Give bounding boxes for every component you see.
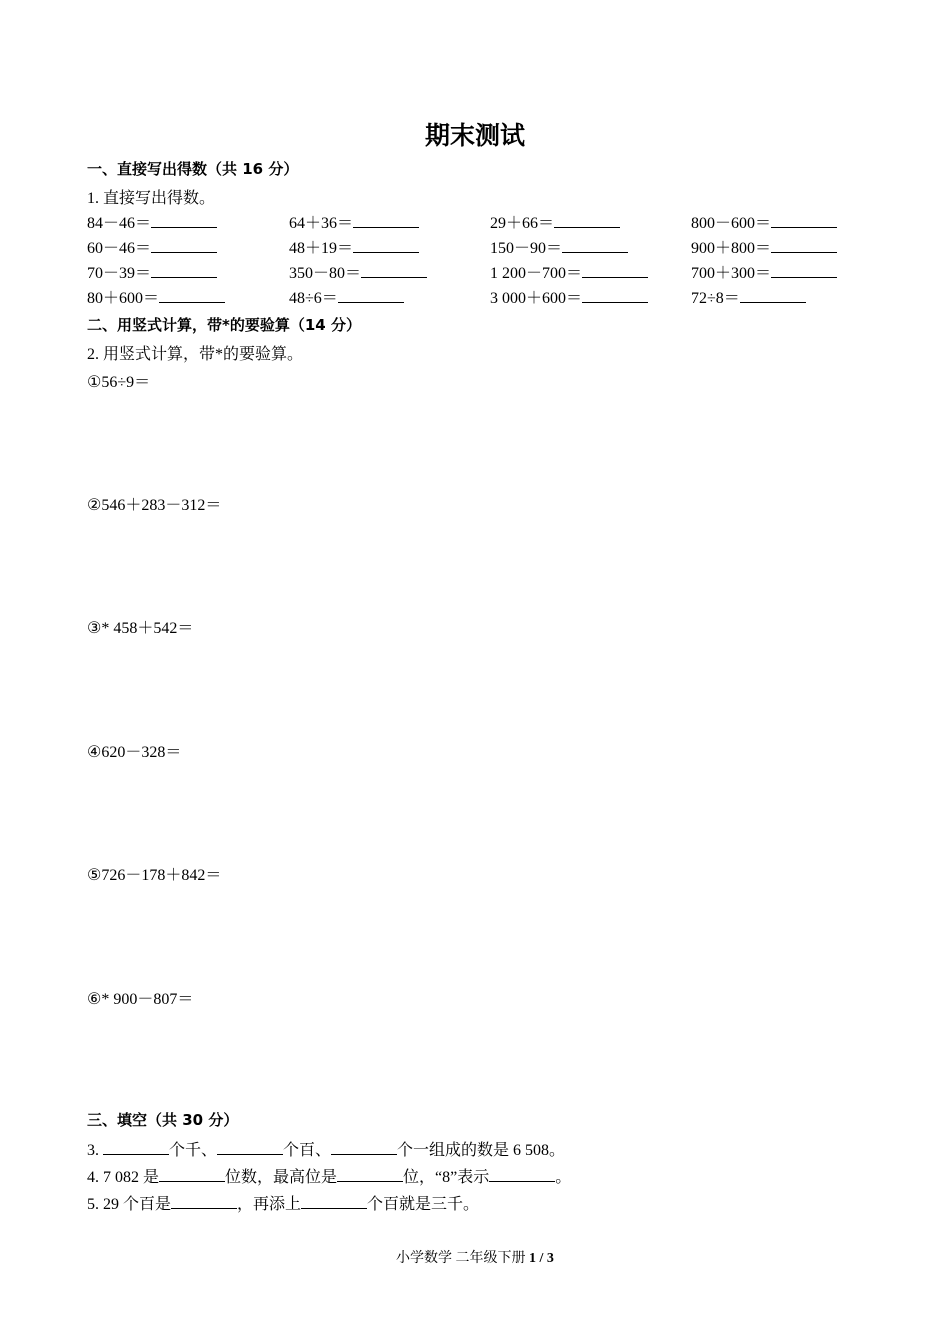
- question-1: 1. 直接写出得数。: [87, 190, 216, 207]
- answer-blank[interactable]: [771, 213, 837, 228]
- answer-blank[interactable]: [151, 213, 217, 228]
- section-1-heading: 一、直接写出得数（共 16 分）: [87, 160, 299, 178]
- answer-blank[interactable]: [582, 263, 648, 278]
- problem-cell: [490, 235, 628, 258]
- vertical-calc-item-4: ④620－328＝: [87, 744, 182, 761]
- problem-cell: [691, 210, 837, 233]
- problem-cell: [289, 235, 419, 258]
- answer-blank[interactable]: [771, 263, 837, 278]
- problem-text: 350－80＝: [289, 265, 362, 282]
- problem-cell: [87, 210, 217, 233]
- problem-cell: [490, 260, 648, 283]
- problem-text: 900＋800＝: [691, 240, 772, 257]
- answer-blank[interactable]: [361, 263, 427, 278]
- answer-blank[interactable]: [338, 288, 404, 303]
- answer-blank[interactable]: [582, 288, 648, 303]
- section-2-heading: 二、用竖式计算，带*的要验算（14 分）: [87, 316, 361, 334]
- problem-text: 48÷6＝: [289, 290, 338, 307]
- vertical-calc-item-5: ⑤726－178＋842＝: [87, 867, 222, 884]
- q5-text-c: 个百就是三千。: [367, 1196, 480, 1213]
- answer-blank[interactable]: [771, 238, 837, 253]
- problem-cell: [289, 210, 419, 233]
- q3-text-b: 个千、: [169, 1142, 218, 1159]
- problem-text: 64＋36＝: [289, 215, 354, 232]
- answer-blank[interactable]: [353, 238, 419, 253]
- answer-blank[interactable]: [171, 1194, 237, 1209]
- problem-text: 29＋66＝: [490, 215, 555, 232]
- answer-blank[interactable]: [331, 1140, 397, 1155]
- problem-text: 1 200－700＝: [490, 265, 583, 282]
- problem-text: 60－46＝: [87, 240, 152, 257]
- problem-cell: [87, 260, 217, 283]
- answer-blank[interactable]: [353, 213, 419, 228]
- footer-subject: 小学数学 二年级下册: [396, 1251, 530, 1266]
- q4-text-a: 4. 7 082 是: [87, 1169, 160, 1186]
- section-3-heading: 三、填空（共 30 分）: [87, 1111, 239, 1129]
- answer-blank[interactable]: [489, 1167, 555, 1182]
- problem-cell: [87, 235, 217, 258]
- vertical-calc-item-6: ⑥* 900－807＝: [87, 991, 194, 1008]
- problem-cell: [691, 235, 837, 258]
- answer-blank[interactable]: [554, 213, 620, 228]
- question-5: [87, 1191, 479, 1214]
- answer-blank[interactable]: [217, 1140, 283, 1155]
- vertical-calc-item-2: ②546＋283－312＝: [87, 497, 222, 514]
- vertical-calc-item-1: ①56÷9＝: [87, 374, 151, 391]
- problem-text: 150－90＝: [490, 240, 563, 257]
- problem-text: 70－39＝: [87, 265, 152, 282]
- answer-blank[interactable]: [562, 238, 628, 253]
- q3-text-d: 个一组成的数是 6 508。: [397, 1142, 566, 1159]
- problem-text: 48＋19＝: [289, 240, 354, 257]
- problem-cell: [490, 210, 620, 233]
- problem-cell: [87, 285, 225, 308]
- q3-text-a: 3.: [87, 1142, 103, 1159]
- problem-cell: [490, 285, 648, 308]
- q5-text-a: 5. 29 个百是: [87, 1196, 172, 1213]
- answer-blank[interactable]: [151, 238, 217, 253]
- page-title: 期末测试: [424, 121, 525, 150]
- problem-cell: [691, 260, 837, 283]
- answer-blank[interactable]: [301, 1194, 367, 1209]
- problem-text: 84－46＝: [87, 215, 152, 232]
- answer-blank[interactable]: [151, 263, 217, 278]
- answer-blank[interactable]: [740, 288, 806, 303]
- q4-text-b: 位数，最高位是: [225, 1169, 338, 1186]
- answer-blank[interactable]: [103, 1140, 169, 1155]
- problem-text: 3 000＋600＝: [490, 290, 583, 307]
- question-4: [87, 1164, 571, 1187]
- q4-text-c: 位，“8”表示: [403, 1169, 490, 1186]
- problem-text: 72÷8＝: [691, 290, 740, 307]
- question-2: 2. 用竖式计算，带*的要验算。: [87, 346, 304, 363]
- answer-blank[interactable]: [159, 288, 225, 303]
- problem-text: 800－600＝: [691, 215, 772, 232]
- q5-text-b: ，再添上: [237, 1196, 302, 1213]
- problem-cell: [289, 285, 404, 308]
- question-3: [87, 1137, 565, 1160]
- answer-blank[interactable]: [337, 1167, 403, 1182]
- problem-cell: [289, 260, 427, 283]
- problem-text: 80＋600＝: [87, 290, 160, 307]
- page-number: 1 / 3: [529, 1251, 554, 1266]
- q3-text-c: 个百、: [283, 1142, 332, 1159]
- vertical-calc-item-3: ③* 458＋542＝: [87, 620, 194, 637]
- answer-blank[interactable]: [159, 1167, 225, 1182]
- problem-text: 700＋300＝: [691, 265, 772, 282]
- page-footer: [0, 1247, 950, 1267]
- problem-cell: [691, 285, 806, 308]
- q4-text-d: 。: [555, 1169, 572, 1186]
